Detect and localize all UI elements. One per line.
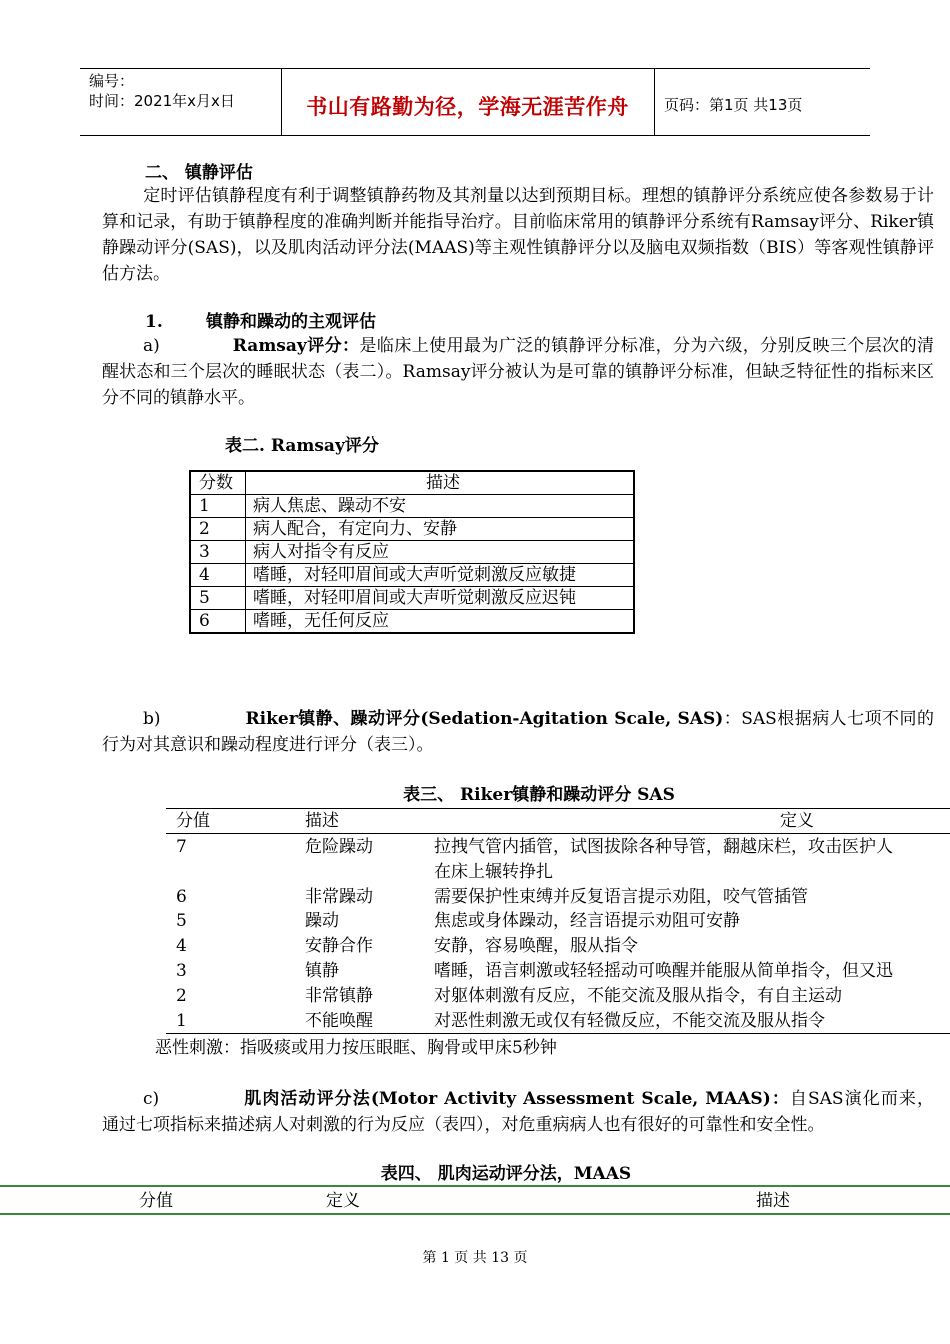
- table-cell: 在床上辗转挣扎: [434, 862, 553, 882]
- doc-number: 编号：: [89, 72, 135, 90]
- table-cell: 病人对指令有反应: [253, 542, 389, 562]
- table-cell: 病人焦虑、躁动不安: [253, 496, 406, 516]
- table-cell: 对恶性刺激无或仅有轻微反应，不能交流及服从指令: [434, 1011, 825, 1031]
- header-page-number: 页码：第1页 共13页: [664, 96, 803, 114]
- table2-caption: 表二. Ramsay评分: [225, 436, 379, 456]
- table-header-cell: 定义: [780, 811, 814, 831]
- table-cell: 3: [176, 961, 187, 981]
- header-motto: 书山有路勤为径，学海无涯苦作舟: [306, 94, 629, 119]
- table-cell: 2: [176, 986, 187, 1006]
- table3-caption: 表三、 Riker镇静和躁动评分 SAS: [403, 785, 675, 805]
- table-cell: 嗜睡，语言刺激或轻轻摇动可唤醒并能服从简单指令，但又迅: [434, 961, 893, 981]
- table-cell: 7: [176, 837, 187, 857]
- item-c-title: 肌肉活动评分法(Motor Activity Assessment Scale, MAAS)：: [243, 1089, 790, 1109]
- doc-time: 时间：2021年x月x日: [89, 92, 235, 110]
- table-cell: 安静，容易唤醒，服从指令: [434, 936, 638, 956]
- table-cell: 对躯体刺激有反应，不能交流及服从指令，有自主运动: [434, 986, 842, 1006]
- table-row: [191, 495, 633, 517]
- table3-header-rule: [166, 833, 950, 834]
- subsection-title: 镇静和躁动的主观评估: [206, 312, 376, 332]
- page-footer: 第 1 页 共 13 页: [422, 1250, 528, 1266]
- table-header-cell: 定义: [326, 1191, 360, 1211]
- table-row: [191, 517, 633, 540]
- table4-top-rule: [0, 1185, 950, 1187]
- ramsay-table: [189, 470, 635, 634]
- table-header-cell: 分数: [191, 472, 246, 494]
- table-cell: 需要保护性束缚并反复语言提示劝阻，咬气管插管: [434, 887, 808, 907]
- table-cell: 3: [191, 541, 246, 563]
- table-header-row: [191, 472, 633, 495]
- table-cell: 4: [176, 936, 187, 956]
- table-cell: 拉拽气管内插管，试图拔除各种导管，翻越床栏，攻击医护人: [434, 837, 893, 857]
- table-cell: 安静合作: [305, 936, 373, 956]
- table-header-cell: 描述: [305, 811, 339, 831]
- table-cell: 6: [176, 887, 187, 907]
- header-bottom-rule: [80, 135, 870, 136]
- table-cell: 4: [191, 564, 246, 586]
- header-top-rule: [80, 68, 870, 69]
- table-cell: 6: [191, 610, 246, 632]
- item-c-label: c): [143, 1089, 160, 1109]
- table3-note: 恶性刺激：指吸痰或用力按压眼眶、胸骨或甲床5秒钟: [155, 1038, 557, 1058]
- item-c-text: 自SAS演化而来， 通过七项指标来描述病人对刺激的行为反应（表四），对危重病病人也有很好的可靠性和安全性。: [102, 1089, 934, 1135]
- item-c-paragraph: [102, 1086, 934, 1138]
- table-cell: 5: [191, 587, 246, 609]
- item-a-paragraph: [102, 333, 934, 411]
- table4-caption: 表四、 肌肉运动评分法，MAAS: [380, 1164, 632, 1184]
- item-b-text: ：SAS根据病人七项不同的行为对其意识和躁动程度进行评分（表三）。: [102, 709, 934, 755]
- table-cell: 非常镇静: [305, 986, 373, 1006]
- table-cell: 焦虑或身体躁动，经言语提示劝阻可安静: [434, 911, 740, 931]
- table-cell: 嗜睡，无任何反应: [253, 611, 389, 631]
- table4-header-rule: [0, 1213, 950, 1215]
- table-row: [191, 540, 633, 563]
- table-cell: 不能唤醒: [305, 1011, 373, 1031]
- item-b-paragraph: [102, 706, 934, 758]
- table-cell: 嗜睡，对轻叩眉间或大声听觉刺激反应迟钝: [253, 588, 576, 608]
- item-b-title: Riker镇静、躁动评分(Sedation-Agitation Scale, SAS): [245, 709, 724, 729]
- table-row: [191, 609, 633, 632]
- table-header-cell: 描述: [426, 473, 460, 493]
- table-cell: 病人配合，有定向力、安静: [253, 519, 457, 539]
- table-cell: 非常躁动: [305, 887, 373, 907]
- table-row: [191, 586, 633, 609]
- table-cell: 镇静: [305, 961, 339, 981]
- section-heading: 二、 镇静评估: [145, 163, 253, 183]
- table3-top-rule: [166, 808, 950, 809]
- item-b-label: b): [143, 709, 161, 729]
- table-header-cell: 分值: [139, 1191, 173, 1211]
- header-divider-right: [654, 68, 655, 136]
- subsection-number: 1.: [145, 312, 163, 332]
- table-header-cell: 描述: [756, 1191, 790, 1211]
- table-cell: 1: [176, 1011, 187, 1031]
- table-cell: 嗜睡，对轻叩眉间或大声听觉刺激反应敏捷: [253, 565, 576, 585]
- section-intro-text: 定时评估镇静程度有利于调整镇静药物及其剂量以达到预期目标。理想的镇静评分系统应使各参数易于计算和记录，有助于镇静程度的准确判断并能指导治疗。目前临床常用的镇静评分系统有Ramsay评分、Riker镇静躁动评分(SAS)，以及肌肉活动评分法(MAAS)等主观性镇静评分以及脑电双频指数（BIS）等客观性镇静评估方法。: [102, 186, 934, 284]
- item-a-text: 是临床上使用最为广泛的镇静评分标准，分为六级，分别反映三个层次的清醒状态和三个层次的睡眠状态（表二）。Ramsay评分被认为是可靠的镇静评分标准，但缺乏特征性的指标来区分不同的镇静水平。: [102, 336, 934, 408]
- table-row: [191, 563, 633, 586]
- table-cell: 危险躁动: [305, 837, 373, 857]
- item-a-title: Ramsay评分：: [232, 336, 360, 356]
- table3-bottom-rule: [166, 1033, 950, 1034]
- table-header-cell: 分值: [176, 811, 210, 831]
- item-a-label: a): [143, 336, 160, 356]
- table-cell: 2: [191, 518, 246, 540]
- section-intro: [102, 183, 934, 287]
- table-cell: 5: [176, 911, 187, 931]
- table-cell: 1: [191, 495, 246, 517]
- table-cell: 躁动: [305, 911, 339, 931]
